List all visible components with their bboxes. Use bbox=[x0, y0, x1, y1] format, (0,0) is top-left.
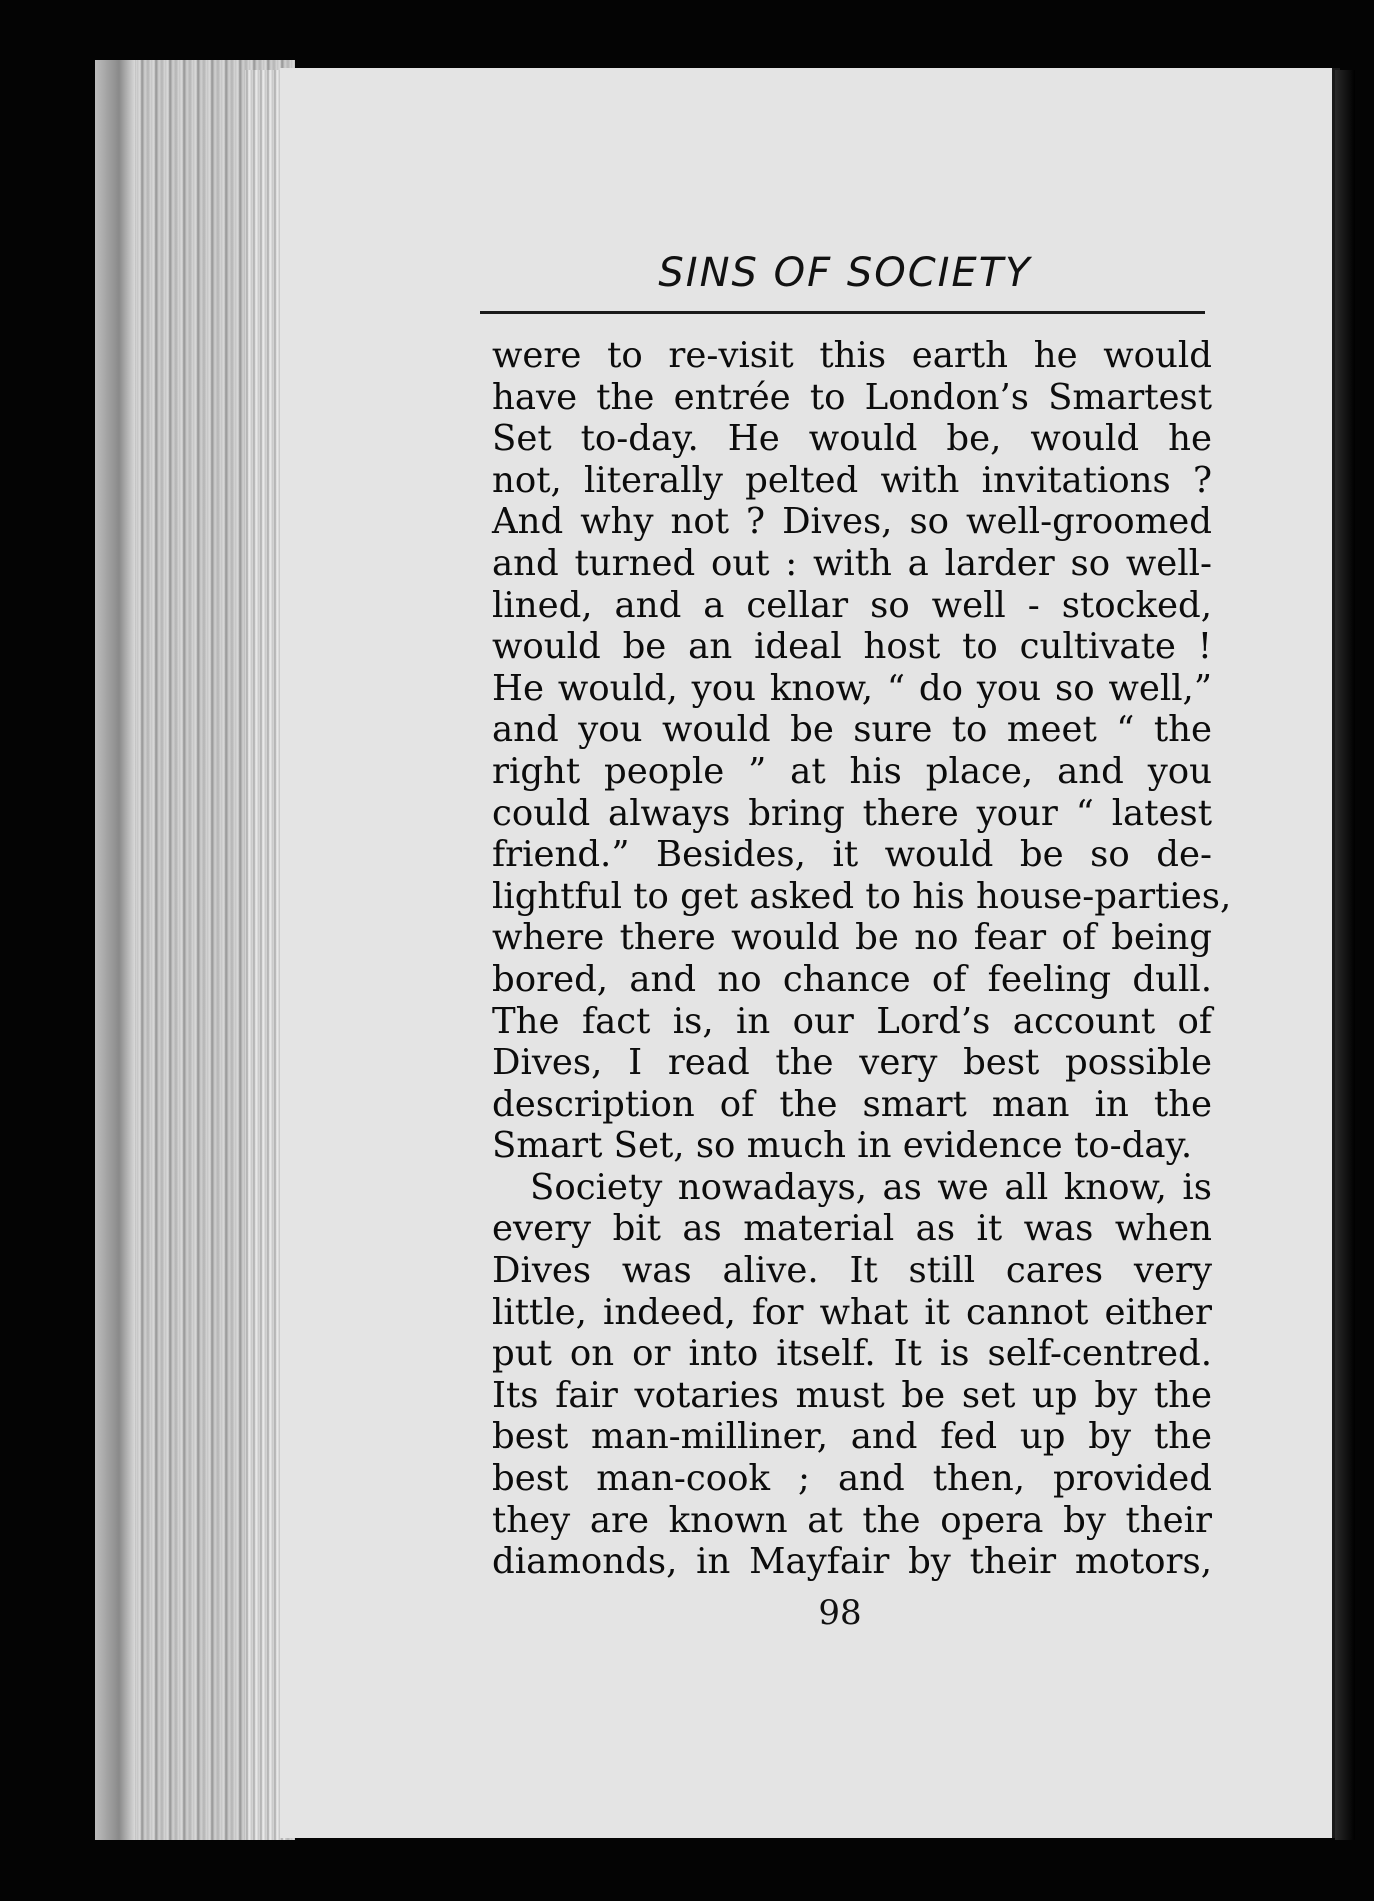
head-rule bbox=[480, 311, 1205, 314]
text-line: And why not ? Dives, so well-groomed bbox=[492, 501, 1212, 543]
text-line: Dives, I read the very best possible bbox=[492, 1042, 1212, 1084]
text-line: would be an ideal host to cultivate ! bbox=[492, 626, 1212, 668]
text-line: put on or into itself. It is self-centred. bbox=[492, 1333, 1212, 1375]
text-line: right people ” at his place, and you bbox=[492, 750, 1212, 792]
text-line: have the entrée to London’s Smartest bbox=[492, 376, 1212, 418]
text-line: where there would be no fear of being bbox=[492, 917, 1212, 959]
text-line: were to re-visit this earth he would bbox=[492, 335, 1212, 376]
text-line: and you would be sure to meet “ the bbox=[492, 709, 1212, 751]
text-line: best man-cook ; and then, provided bbox=[492, 1458, 1212, 1500]
text-line: little, indeed, for what it cannot either bbox=[492, 1291, 1212, 1333]
text-line: every bit as material as it was when bbox=[492, 1208, 1212, 1250]
text-line: best man-milliner, and fed up by the bbox=[492, 1416, 1212, 1458]
text-line: Dives was alive. It still cares very bbox=[492, 1250, 1212, 1292]
text-line: description of the smart man in the bbox=[492, 1083, 1212, 1125]
text-line: Society nowadays, as we all know, is bbox=[530, 1166, 1212, 1208]
text-line: diamonds, in Mayfair by their motors, bbox=[492, 1541, 1212, 1583]
running-head: SINS OF SOCIETY bbox=[658, 250, 1032, 296]
book-page bbox=[280, 68, 1340, 1838]
text-line: not, literally pelted with invitations ? bbox=[492, 459, 1212, 501]
text-line: lightful to get asked to his house-parties, bbox=[492, 875, 1232, 917]
page-stack-inner-edge bbox=[245, 70, 285, 1840]
text-line: Set to-day. He would be, would he bbox=[492, 418, 1212, 460]
text-line: bored, and no chance of feeling dull. bbox=[492, 958, 1212, 1000]
text-line: The fact is, in our Lord’s account of bbox=[492, 1000, 1212, 1042]
page-stack-shadow bbox=[95, 60, 135, 1840]
text-line: they are known at the opera by their bbox=[492, 1499, 1212, 1541]
text-line: friend.” Besides, it would be so de- bbox=[492, 834, 1212, 876]
text-line: He would, you know, “ do you so well,” bbox=[492, 667, 1212, 709]
page-right-shadow bbox=[1335, 70, 1355, 1840]
text-line: Its fair votaries must be set up by the bbox=[492, 1374, 1212, 1416]
body-text bbox=[492, 335, 1232, 1583]
text-line: Smart Set, so much in evidence to-day. bbox=[492, 1125, 1193, 1167]
text-line: lined, and a cellar so well - stocked, bbox=[492, 584, 1212, 626]
page-number: 98 bbox=[818, 1593, 862, 1633]
text-line: and turned out : with a larder so well- bbox=[492, 542, 1212, 584]
text-line: could always bring there your “ latest bbox=[492, 792, 1212, 834]
